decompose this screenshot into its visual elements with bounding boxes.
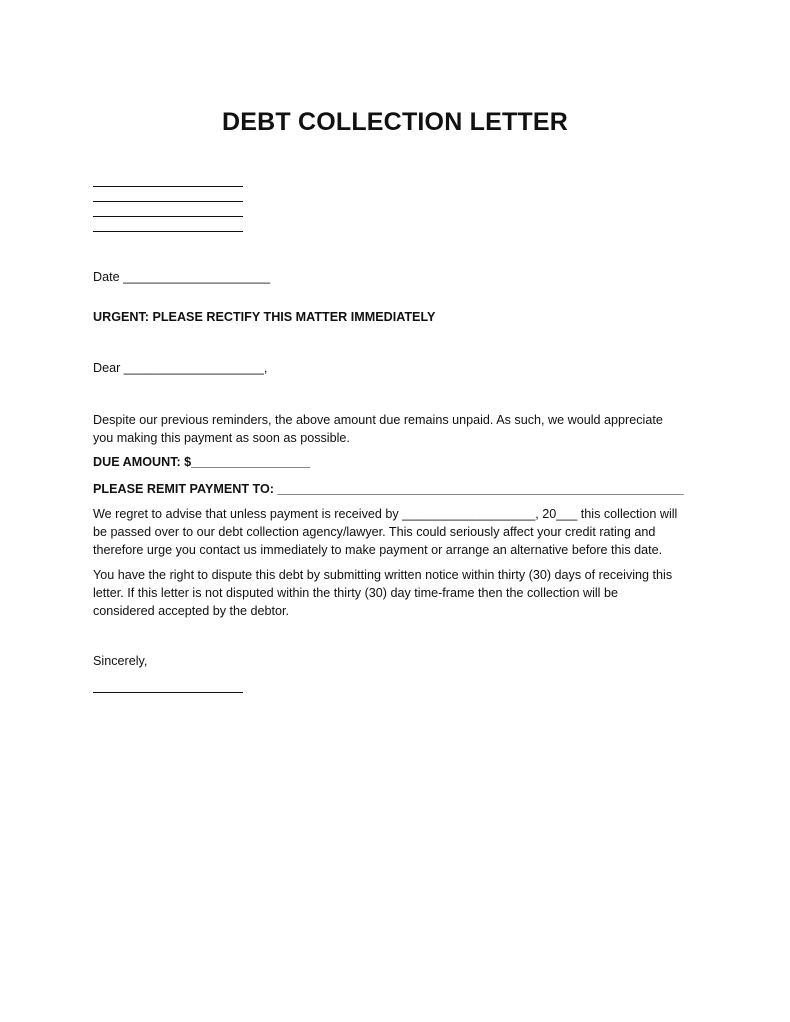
address-line-1 xyxy=(93,186,243,187)
due-amount: DUE AMOUNT: $_________________ xyxy=(93,455,311,469)
paragraph-reminder-line-2: you making this payment as soon as possible. xyxy=(93,431,350,445)
paragraph-regret-line-2: be passed over to our debt collection agency/lawyer. This could seriously affect your credit rating and xyxy=(93,525,656,539)
address-line-4 xyxy=(93,231,243,232)
paragraph-reminder-line-1: Despite our previous reminders, the above amount due remains unpaid. As such, we would appreciate xyxy=(93,413,663,427)
closing: Sincerely, xyxy=(93,654,148,668)
paragraph-dispute-line-1: You have the right to dispute this debt by submitting written notice within thirty (30) days of receiving this xyxy=(93,568,673,582)
paragraph-dispute-line-2: letter. If this letter is not disputed within the thirty (30) day time-frame then the collection will be xyxy=(93,586,618,600)
document-title: DEBT COLLECTION LETTER xyxy=(221,108,569,136)
address-line-2 xyxy=(93,201,243,202)
address-line-3 xyxy=(93,216,243,217)
urgent-heading: URGENT: PLEASE RECTIFY THIS MATTER IMMEDIATELY xyxy=(93,310,436,324)
salutation: Dear ____________________, xyxy=(93,361,268,375)
paragraph-dispute-line-3: considered accepted by the debtor. xyxy=(93,604,290,618)
remit-payment-to: PLEASE REMIT PAYMENT TO: __________________________________________________________ xyxy=(93,482,684,496)
signature-line xyxy=(93,692,243,693)
paragraph-regret-line-1: We regret to advise that unless payment is received by ___________________, 20___ this collection will xyxy=(93,507,678,521)
date-field: Date _____________________ xyxy=(93,270,271,284)
paragraph-regret-line-3: therefore urge you contact us immediately to make payment or arrange an alternative before this date. xyxy=(93,543,663,557)
